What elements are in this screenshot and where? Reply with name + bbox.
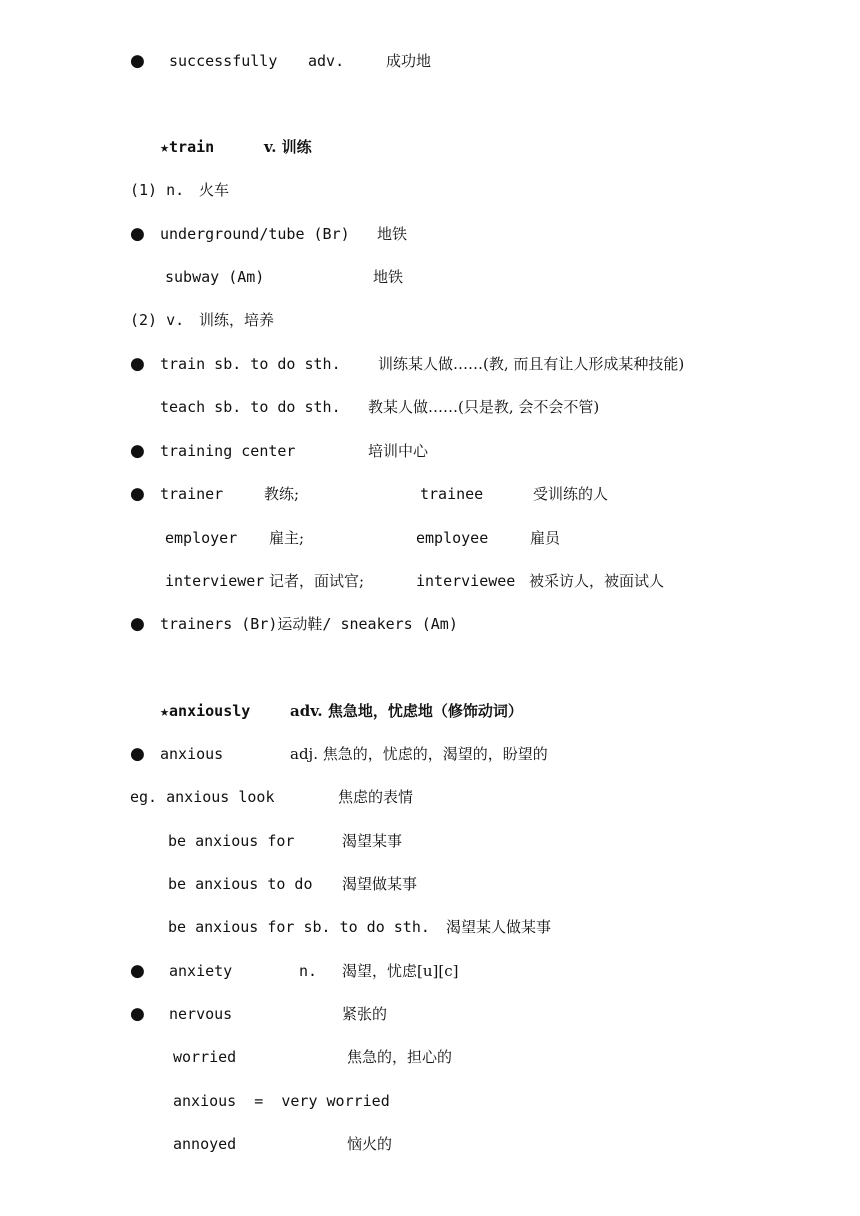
definition: 火车	[199, 181, 230, 199]
heading-definition: v. 训练	[264, 138, 312, 156]
term: employer	[165, 529, 238, 547]
definition: 渴望做某事	[342, 875, 418, 893]
doc-line	[0, 482, 860, 506]
doc-line	[0, 49, 860, 73]
doc-line	[0, 569, 860, 593]
term: be anxious to do	[168, 875, 313, 893]
bullet: ●	[130, 224, 145, 244]
definition: 成功地	[386, 52, 432, 70]
example: eg. anxious look	[130, 788, 275, 806]
definition: 训练，培养	[199, 311, 275, 329]
doc-line	[0, 439, 860, 463]
doc-line	[0, 308, 860, 332]
headword: ★anxiously	[160, 702, 251, 720]
definition: 渴望某事	[342, 832, 403, 850]
sense-number: (2) v.	[130, 311, 185, 329]
term: be anxious for	[168, 832, 295, 850]
term: anxiety	[169, 962, 233, 980]
definition: 焦急的，担心的	[347, 1048, 453, 1066]
doc-line	[0, 742, 860, 766]
term: underground/tube (Br)	[160, 225, 350, 243]
bullet: ●	[130, 484, 145, 504]
term: worried	[173, 1048, 237, 1066]
term: anxious = very worried	[173, 1092, 390, 1110]
term: nervous	[169, 1005, 233, 1023]
doc-line	[0, 526, 860, 550]
entry-heading	[0, 135, 860, 159]
doc-line	[0, 1132, 860, 1156]
doc-line	[0, 829, 860, 853]
term: employee	[416, 529, 489, 547]
term: trainee	[420, 485, 484, 503]
definition: 焦虑的表情	[338, 788, 414, 806]
doc-line	[0, 395, 860, 419]
doc-line	[0, 915, 860, 939]
heading-definition: adv. 焦急地，忧虑地（修饰动词）	[290, 702, 523, 720]
entry-heading	[0, 699, 860, 723]
doc-line	[0, 612, 860, 636]
bullet: ●	[130, 1004, 145, 1024]
term: interviewer	[165, 572, 265, 590]
term: train sb. to do sth.	[160, 355, 341, 373]
definition: 培训中心	[368, 442, 429, 460]
term: teach sb. to do sth.	[160, 398, 341, 416]
bullet: ●	[130, 744, 145, 764]
bullet: ●	[130, 51, 145, 71]
definition: 雇主;	[269, 529, 305, 547]
term: anxious	[160, 745, 224, 763]
definition: 地铁	[373, 268, 404, 286]
term: successfully	[169, 52, 278, 70]
bullet: ●	[130, 961, 145, 981]
part-of-speech: n.	[299, 962, 318, 980]
definition: 教练;	[264, 485, 300, 503]
doc-line	[0, 352, 860, 376]
term: subway (Am)	[165, 268, 265, 286]
term: trainer	[160, 485, 224, 503]
doc-line	[0, 872, 860, 896]
definition: 训练某人做……(教, 而且有让人形成某种技能)	[378, 355, 685, 373]
term: be anxious for sb. to do sth.	[168, 918, 430, 936]
definition: 雇员	[530, 529, 561, 547]
bullet: ●	[130, 614, 145, 634]
doc-line	[0, 959, 860, 983]
definition: 被采访人，被面试人	[529, 572, 665, 590]
definition: adj. 焦急的，忧虑的，渴望的，盼望的	[290, 745, 548, 763]
definition: 恼火的	[347, 1135, 393, 1153]
bullet: ●	[130, 441, 145, 461]
doc-line	[0, 222, 860, 246]
doc-line	[0, 178, 860, 202]
term: training center	[160, 442, 296, 460]
doc-line	[0, 265, 860, 289]
definition: 渴望，忧虑[u][c]	[342, 962, 459, 980]
doc-line	[0, 1089, 860, 1113]
doc-line	[0, 1045, 860, 1069]
part-of-speech: adv.	[308, 52, 345, 70]
doc-line	[0, 785, 860, 809]
definition: 紧张的	[342, 1005, 388, 1023]
term: trainers (Br)运动鞋/ sneakers (Am)	[160, 615, 458, 633]
term: annoyed	[173, 1135, 237, 1153]
bullet: ●	[130, 354, 145, 374]
definition: 渴望某人做某事	[446, 918, 552, 936]
doc-line	[0, 1002, 860, 1026]
term: interviewee	[416, 572, 516, 590]
headword: ★train	[160, 138, 215, 156]
definition: 受训练的人	[533, 485, 609, 503]
definition: 教某人做……(只是教, 会不会不管)	[368, 398, 600, 416]
definition: 记者，面试官;	[269, 572, 365, 590]
sense-number: (1) n.	[130, 181, 185, 199]
definition: 地铁	[377, 225, 408, 243]
